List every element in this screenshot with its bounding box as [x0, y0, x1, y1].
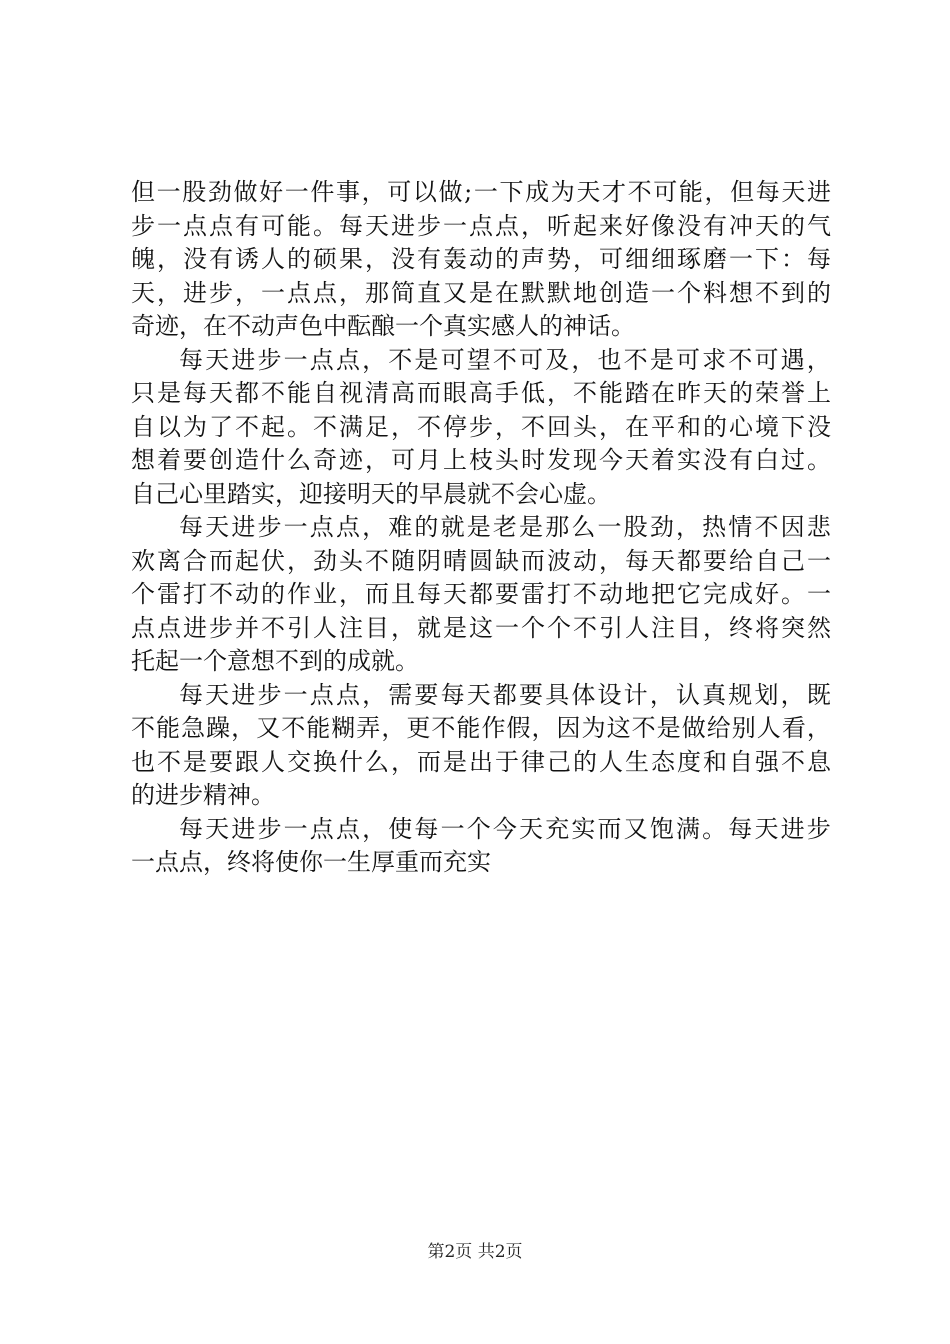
page-footer: [0, 1240, 950, 1264]
text-line: 魄 ， 没 有 诱 人 的 硕 果 ， 没 有 轰 动 的 声 势 ， 可 细 细 琢 磨 一 下 ： 每: [131, 245, 831, 273]
text-line: 也 不 是 要 跟 人 交 换 什 么 ， 而 是 出 于 律 己 的 人 生 态 度 和 自 强 不 息: [131, 747, 831, 776]
text-line: 自 以 为 了 不 起 。 不 满 足 ， 不 停 步 ， 不 回 头 ， 在 平 和 的 心 境 下 没: [131, 412, 831, 441]
text-line: 但 一 股 劲 做 好 一 件 事 ， 可 以 做 ; 一 下 成 为 天 才 不 可 能 ， 但 每 天 进: [131, 178, 831, 206]
text-line: 每 天 进 步 一 点 点 ， 需 要 每 天 都 要 具 体 设 计 ， 认 真 规 划 ， 既: [179, 680, 831, 709]
text-line: 每 天 进 步 一 点 点 ， 不 是 可 望 不 可 及 ， 也 不 是 可 求 不 可 遇 ，: [179, 345, 831, 374]
text-line: 自己心里踏实，迎接明天的早晨就不会心虚。: [131, 479, 611, 508]
text-line: 一点点，终将使你一生厚重而充实: [131, 848, 491, 876]
text-line: 欢 离 合 而 起 伏 ， 劲 头 不 随 阴 晴 圆 缺 而 波 动 ， 每 天 都 要 给 自 己 一: [131, 546, 831, 575]
text-line: 不 能 急 躁 ， 又 不 能 糊 弄 ， 更 不 能 作 假 ， 因 为 这 不 是 做 给 别 人 看 ，: [131, 714, 831, 742]
text-line: 托起一个意想不到的成就。: [131, 647, 419, 675]
text-line: 点 点 进 步 并 不 引 人 注 目 ， 就 是 这 一 个 个 不 引 人 注 目 ， 终 将 突 然: [131, 613, 831, 642]
text-line: 只 是 每 天 都 不 能 自 视 清 高 而 眼 高 手 低 ， 不 能 踏 在 昨 天 的 荣 誉 上: [131, 379, 831, 407]
body-text: [131, 176, 831, 880]
text-line: 奇迹，在不动声色中酝酿一个真实感人的神话。: [131, 312, 635, 340]
text-line: 天 ， 进 步 ， 一 点 点 ， 那 简 直 又 是 在 默 默 地 创 造 一 个 料 想 不 到 的: [131, 278, 831, 307]
text-line: 的进步精神。: [131, 781, 275, 809]
text-line: 每 天 进 步 一 点 点 ， 难 的 就 是 老 是 那 么 一 股 劲 ， 热 情 不 因 悲: [179, 513, 831, 541]
text-line: 想 着 要 创 造 什 么 奇 迹 ， 可 月 上 枝 头 时 发 现 今 天 着 实 没 有 白 过 。: [131, 446, 831, 474]
text-line: 步 一 点 点 有 可 能 。 每 天 进 步 一 点 点 ， 听 起 来 好 像 没 有 冲 天 的 气: [131, 211, 831, 240]
text-line: 每 天 进 步 一 点 点 ， 使 每 一 个 今 天 充 实 而 又 饱 满 。 每 天 进 步: [179, 814, 831, 843]
text-line: 个 雷 打 不 动 的 作 业 ， 而 且 每 天 都 要 雷 打 不 动 地 把 它 完 成 好 。 一: [131, 580, 831, 608]
page-number: 第2页 共2页: [427, 1242, 523, 1262]
